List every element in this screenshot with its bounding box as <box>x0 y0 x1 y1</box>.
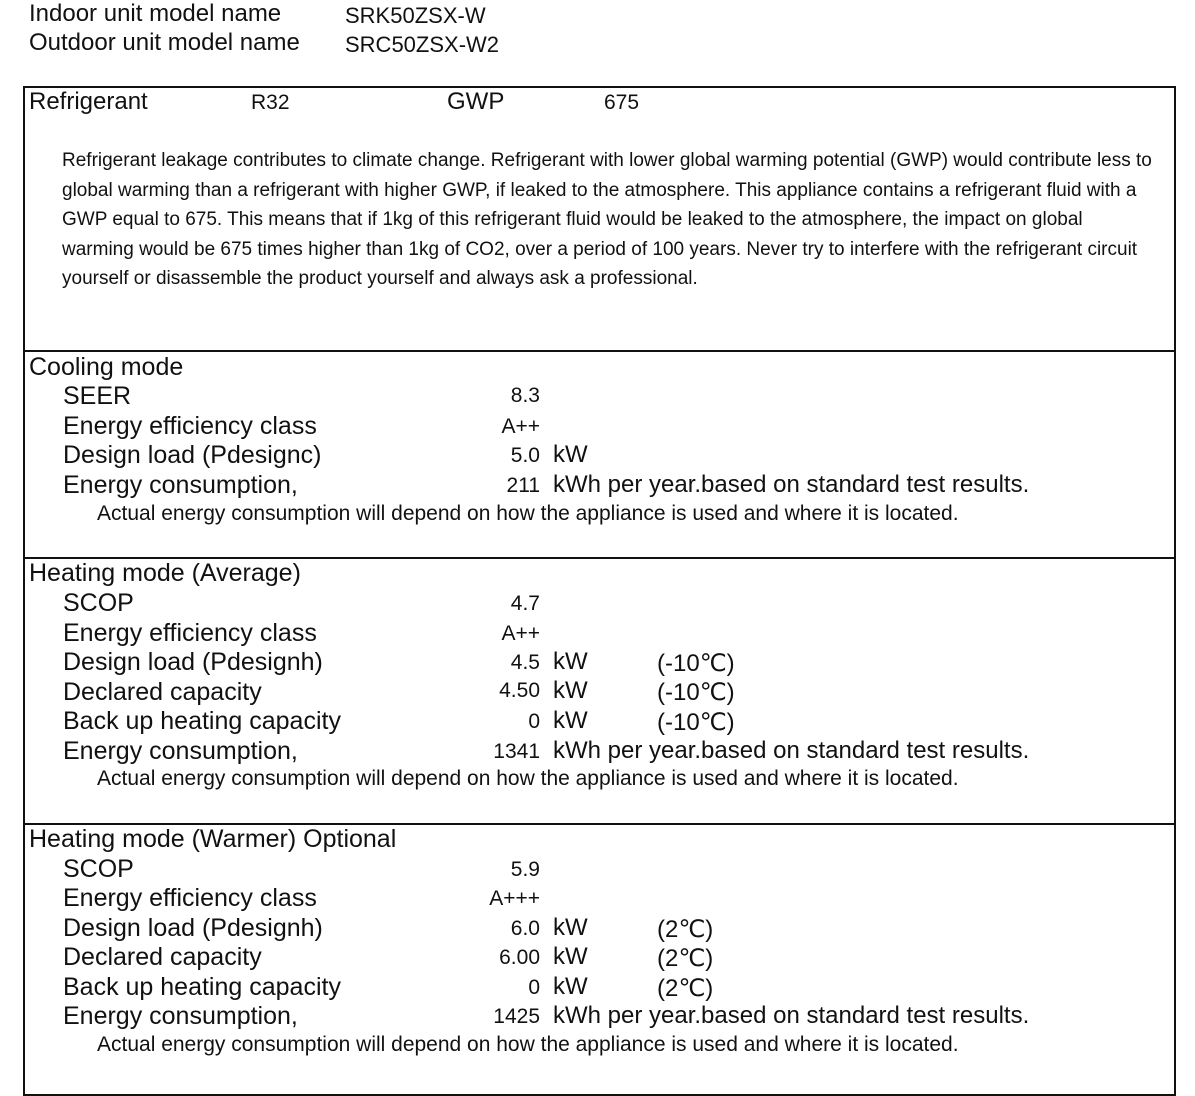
heating-warm-efficiency-class-value: A+++ <box>489 887 540 910</box>
refrigerant-label: Refrigerant <box>29 88 148 115</box>
heating-avg-scop-value: 4.7 <box>510 592 540 615</box>
heating-warm-design-load-label: Design load (Pdesignh) <box>63 914 323 942</box>
refrigerant-value: R32 <box>251 91 290 114</box>
heating-avg-declared-capacity-value: 4.50 <box>499 679 540 702</box>
cooling-energy-consumption-unit: kWh per year.based on standard test results. <box>553 471 1030 498</box>
gwp-label: GWP <box>447 88 505 115</box>
heating-avg-efficiency-class-value: A++ <box>501 622 540 645</box>
heating-avg-energy-consumption-value: 1341 <box>493 740 540 763</box>
heating-avg-backup-capacity-label: Back up heating capacity <box>63 707 341 735</box>
heating-warmer-title: Heating mode (Warmer) Optional <box>29 825 397 853</box>
heating-avg-energy-consumption-unit: kWh per year.based on standard test results. <box>553 737 1030 764</box>
heating-average-title: Heating mode (Average) <box>29 559 301 587</box>
heating-warm-energy-consumption-value: 1425 <box>493 1005 540 1028</box>
heating-warm-declared-capacity-value: 6.00 <box>499 946 540 969</box>
heating-avg-design-load-value: 4.5 <box>510 651 540 674</box>
cooling-efficiency-class-label: Energy efficiency class <box>63 412 317 440</box>
heating-avg-note: Actual energy consumption will depend on how the appliance is used and where it is located. <box>97 767 959 790</box>
heating-avg-design-load-label: Design load (Pdesignh) <box>63 648 323 676</box>
heating-avg-design-load-condition: (-10℃) <box>657 650 735 677</box>
heating-warm-declared-capacity-unit: kW <box>553 943 588 970</box>
gwp-value: 675 <box>604 91 640 114</box>
heating-avg-efficiency-class-label: Energy efficiency class <box>63 619 317 647</box>
outdoor-unit-label: Outdoor unit model name <box>29 29 300 56</box>
heating-warm-design-load-value: 6.0 <box>510 917 540 940</box>
heating-warm-backup-capacity-unit: kW <box>553 973 588 1000</box>
section-divider <box>23 350 1176 352</box>
heating-avg-declared-capacity-condition: (-10℃) <box>657 679 735 706</box>
cooling-energy-consumption-label: Energy consumption, <box>63 471 298 499</box>
cooling-design-load-value: 5.0 <box>510 444 540 467</box>
heating-warm-scop-label: SCOP <box>63 855 134 883</box>
cooling-design-load-unit: kW <box>553 441 588 468</box>
heating-avg-backup-capacity-unit: kW <box>553 707 588 734</box>
heating-warm-note: Actual energy consumption will depend on how the appliance is used and where it is located. <box>97 1033 959 1056</box>
heating-avg-scop-label: SCOP <box>63 589 134 617</box>
heating-warm-backup-capacity-label: Back up heating capacity <box>63 973 341 1001</box>
heating-warm-backup-capacity-condition: (2℃) <box>657 975 714 1002</box>
heating-avg-design-load-unit: kW <box>553 648 588 675</box>
heating-avg-backup-capacity-value: 0 <box>528 710 540 733</box>
heating-avg-backup-capacity-condition: (-10℃) <box>657 709 735 736</box>
heating-warm-energy-consumption-unit: kWh per year.based on standard test results. <box>553 1002 1030 1029</box>
heating-avg-energy-consumption-label: Energy consumption, <box>63 737 298 765</box>
heating-warm-declared-capacity-condition: (2℃) <box>657 945 714 972</box>
indoor-unit-label: Indoor unit model name <box>29 0 282 27</box>
heating-warm-design-load-condition: (2℃) <box>657 916 714 943</box>
cooling-energy-consumption-value: 211 <box>506 474 540 497</box>
outdoor-unit-value: SRC50ZSX-W2 <box>345 32 500 57</box>
heating-warm-declared-capacity-label: Declared capacity <box>63 943 262 971</box>
heating-avg-declared-capacity-label: Declared capacity <box>63 678 262 706</box>
heating-avg-declared-capacity-unit: kW <box>553 677 588 704</box>
cooling-efficiency-class-value: A++ <box>501 415 540 438</box>
heating-warm-design-load-unit: kW <box>553 914 588 941</box>
cooling-seer-value: 8.3 <box>510 384 540 407</box>
indoor-unit-value: SRK50ZSX-W <box>345 3 486 28</box>
heating-warm-efficiency-class-label: Energy efficiency class <box>63 884 317 912</box>
heating-warm-energy-consumption-label: Energy consumption, <box>63 1002 298 1030</box>
cooling-note: Actual energy consumption will depend on how the appliance is used and where it is located. <box>97 502 959 525</box>
heating-warm-backup-capacity-value: 0 <box>528 976 540 999</box>
cooling-mode-title: Cooling mode <box>29 353 184 381</box>
cooling-seer-label: SEER <box>63 382 132 410</box>
cooling-design-load-label: Design load (Pdesignc) <box>63 441 322 469</box>
refrigerant-warning-paragraph: Refrigerant leakage contributes to climate change. Refrigerant with lower global warming potential (GWP) would contribute less to global warming than a refrigerant with higher GWP, if leaked to the atmosphere. This appliance contains a refrigerant fluid with a GWP equal to 675. This means that if 1kg of this refrigerant fluid would be leaked to the atmosphere, the impact on global warming would be 675 times higher than 1kg of CO2, over a period of 100 years. Never try to interfere with the refrigerant circuit yourself or disassemble the product yourself and always ask a professional. <box>62 150 1152 290</box>
heating-warm-scop-value: 5.9 <box>510 858 540 881</box>
